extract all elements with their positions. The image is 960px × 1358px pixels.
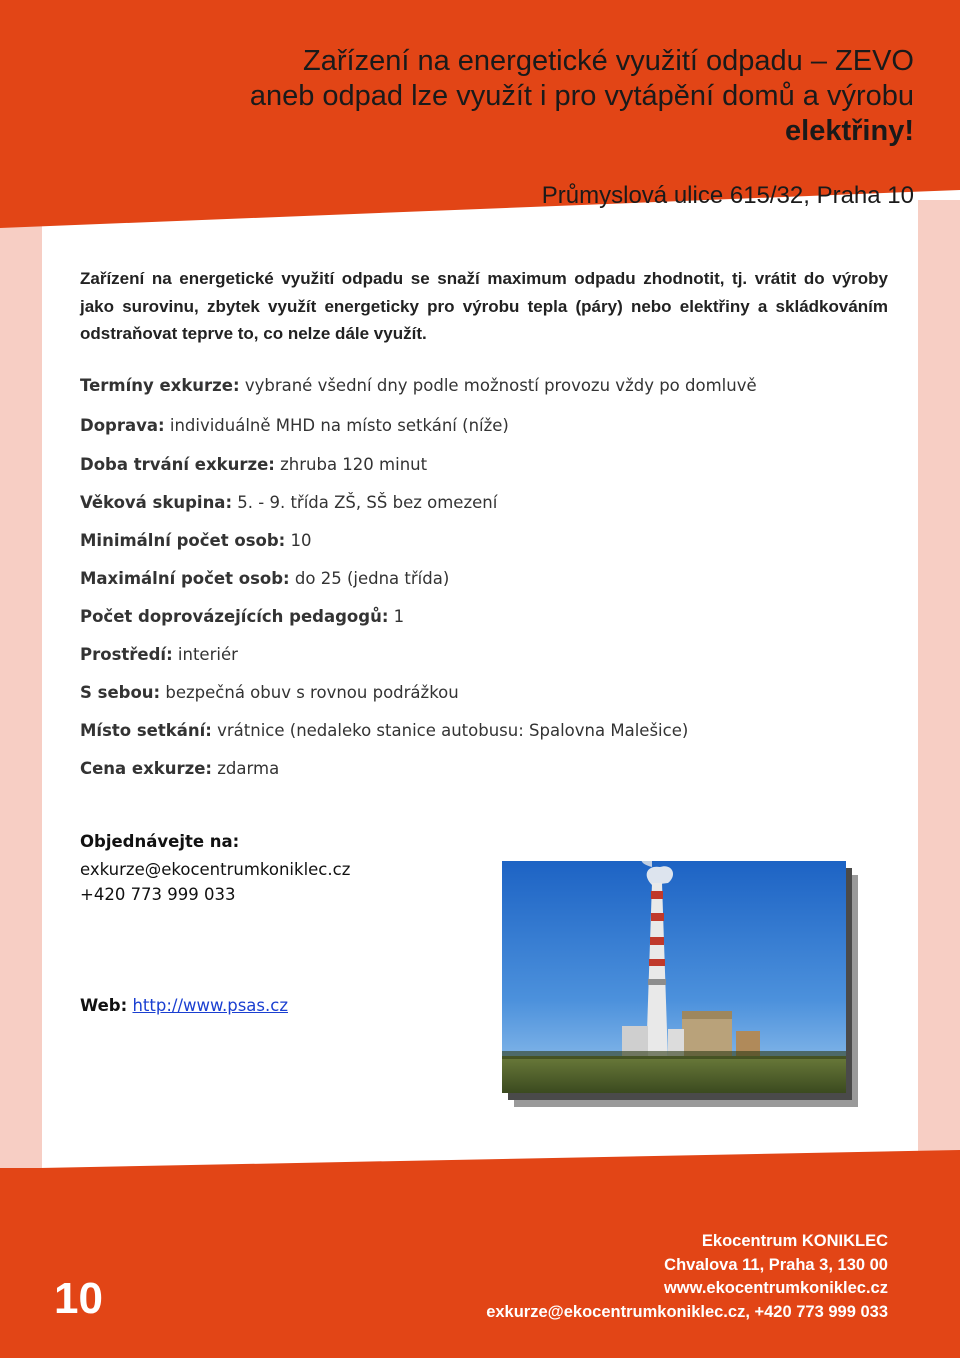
detail-meeting-place (80, 721, 688, 740)
footer-email-phone[interactable]: exkurze@ekocentrumkoniklec.cz, +420 773 999 033 (486, 1302, 888, 1321)
detail-label: Místo setkání: (80, 721, 212, 740)
footer-contact (368, 1230, 888, 1324)
detail-label: Prostředí: (80, 645, 173, 664)
detail-value: vybrané všední dny podle možností provozu vždy po domluvě (239, 376, 757, 395)
detail-value: interiér (172, 645, 238, 664)
detail-label: S sebou: (80, 683, 161, 702)
detail-max-persons (80, 569, 449, 588)
address: Průmyslová ulice 615/32, Praha 10 (541, 182, 914, 209)
web-line (80, 996, 288, 1015)
detail-label: Počet doprovázejících pedagogů: (80, 607, 389, 626)
detail-label: Maximální počet osob: (80, 569, 290, 588)
intro-paragraph: Zařízení na energetické využití odpadu se snaží maximum odpadu zhodnotit, tj. vrátit do výroby jako surovinu, zbytek využít energeticky pro výrobu tepla (páry) nebo elektřiny a skládkováním odstraňovat teprve to, co nelze dále využít. (80, 269, 888, 343)
web-label: Web: (80, 996, 128, 1015)
detail-value: zhruba 120 minut (274, 455, 428, 474)
detail-value: 5. - 9. třída ZŠ, SŠ bez omezení (232, 493, 498, 512)
detail-transport (80, 416, 509, 435)
title-line-2: aneb odpad lze využít i pro vytápění domů a výrobu (249, 80, 914, 112)
footer-org-name: Ekocentrum KONIKLEC (701, 1232, 888, 1250)
detail-value: 1 (388, 607, 405, 626)
detail-label: Termíny exkurze: (80, 376, 240, 395)
web-link[interactable]: http://www.psas.cz (132, 996, 288, 1015)
detail-value: 10 (285, 531, 312, 550)
detail-teachers (80, 607, 404, 626)
detail-price (80, 759, 279, 778)
order-label: Objednávejte na: (80, 832, 240, 851)
detail-label: Doprava: (80, 416, 165, 435)
order-phone[interactable]: +420 773 999 033 (80, 885, 236, 904)
detail-value: bezpečná obuv s rovnou podrážkou (160, 683, 459, 702)
title-line-1: Zařízení na energetické využití odpadu – ZEVO (303, 45, 914, 77)
detail-bring (80, 683, 459, 702)
incinerator-illustration (502, 861, 846, 1093)
detail-duration (80, 455, 427, 474)
detail-label: Minimální počet osob: (80, 531, 286, 550)
left-decor-band (0, 200, 42, 1210)
page-number: 10 (54, 1274, 103, 1323)
detail-environment (80, 645, 238, 664)
footer-address: Chvalova 11, Praha 3, 130 00 (664, 1255, 888, 1274)
detail-age-group (80, 493, 497, 512)
page-title (154, 44, 914, 149)
detail-dates (80, 376, 757, 395)
detail-label: Cena exkurze: (80, 759, 213, 778)
incinerator-photo (502, 861, 846, 1093)
detail-label: Věková skupina: (80, 493, 233, 512)
detail-value: zdarma (212, 759, 280, 778)
detail-label: Doba trvání exkurze: (80, 455, 275, 474)
footer-website[interactable]: www.ekocentrumkoniklec.cz (663, 1279, 888, 1297)
right-decor-band (918, 200, 960, 1210)
detail-value: individuálně MHD na místo setkání (níže) (164, 416, 509, 435)
order-email[interactable]: exkurze@ekocentrumkoniklec.cz (80, 860, 351, 879)
title-line-3: elektřiny! (785, 115, 914, 147)
detail-value: vrátnice (nedaleko stanice autobusu: Spalovna Malešice) (211, 721, 689, 740)
detail-min-persons (80, 531, 312, 550)
order-contact (80, 832, 500, 910)
detail-value: do 25 (jedna třída) (289, 569, 450, 588)
